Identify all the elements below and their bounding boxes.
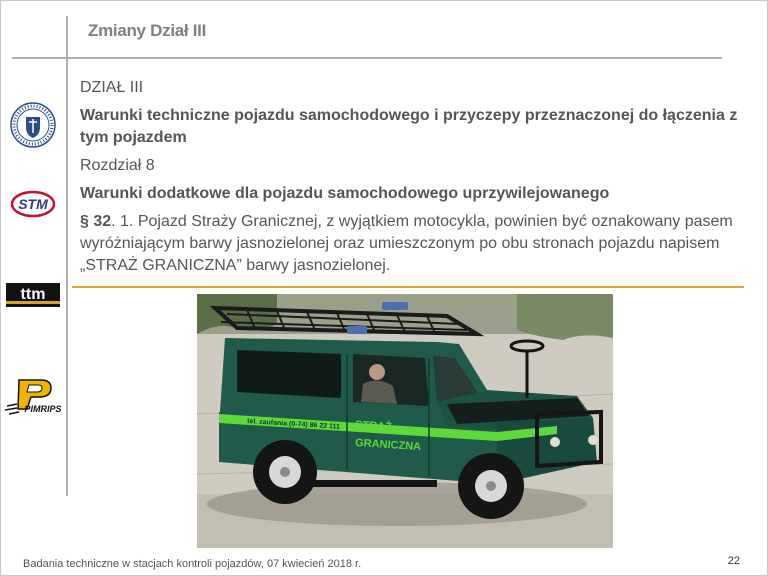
page-number: 22 bbox=[727, 555, 740, 567]
stm-logo bbox=[9, 187, 57, 221]
ttm-logo bbox=[6, 283, 60, 307]
stripe-phone-text: tel. zaufania (0-74) 86 22 111 bbox=[246, 418, 341, 431]
door-text-line1: STRAŻ bbox=[354, 419, 393, 434]
pimrips-logo bbox=[5, 376, 63, 416]
title-divider bbox=[12, 57, 722, 59]
vertical-divider bbox=[66, 16, 68, 496]
accent-divider bbox=[72, 286, 744, 288]
slide-title: Zmiany Dział III bbox=[88, 21, 207, 40]
chapter-heading: Rozdział 8 bbox=[80, 157, 155, 174]
slide-content bbox=[80, 77, 740, 277]
door-text-line2: GRANICZNA bbox=[354, 437, 422, 454]
pimrips-logo-text: PIMRIPS bbox=[24, 404, 62, 414]
ttm-logo-text: ttm bbox=[20, 286, 46, 303]
paragraph-number: § 32 bbox=[80, 213, 112, 230]
university-seal-logo bbox=[9, 100, 57, 150]
paragraph-text: . 1. Pojazd Straży Granicznej, z wyjątkiem motocykla, powinien być oznakowany pasem wyróżniającym barwy jasnozielonej oraz umieszczonym po obu stronach pojazdu napisem „STRAŻ GRANICZNA” barwy jasnozielonej. bbox=[80, 213, 733, 274]
paragraph-32 bbox=[80, 211, 740, 277]
footer-text: Badania techniczne w stacjach kontroli pojazdów, 07 kwiecień 2018 r. bbox=[23, 558, 362, 570]
chapter-title: Warunki dodatkowe dla pojazdu samochodowego uprzywilejowanego bbox=[80, 185, 610, 202]
vehicle-photo bbox=[197, 294, 613, 548]
section-title: Warunki techniczne pojazdu samochodowego i przyczepy przeznaczonej do łączenia z tym pojazdem bbox=[80, 107, 738, 146]
section-heading: DZIAŁ III bbox=[80, 79, 144, 96]
stm-logo-text: STM bbox=[18, 196, 48, 212]
